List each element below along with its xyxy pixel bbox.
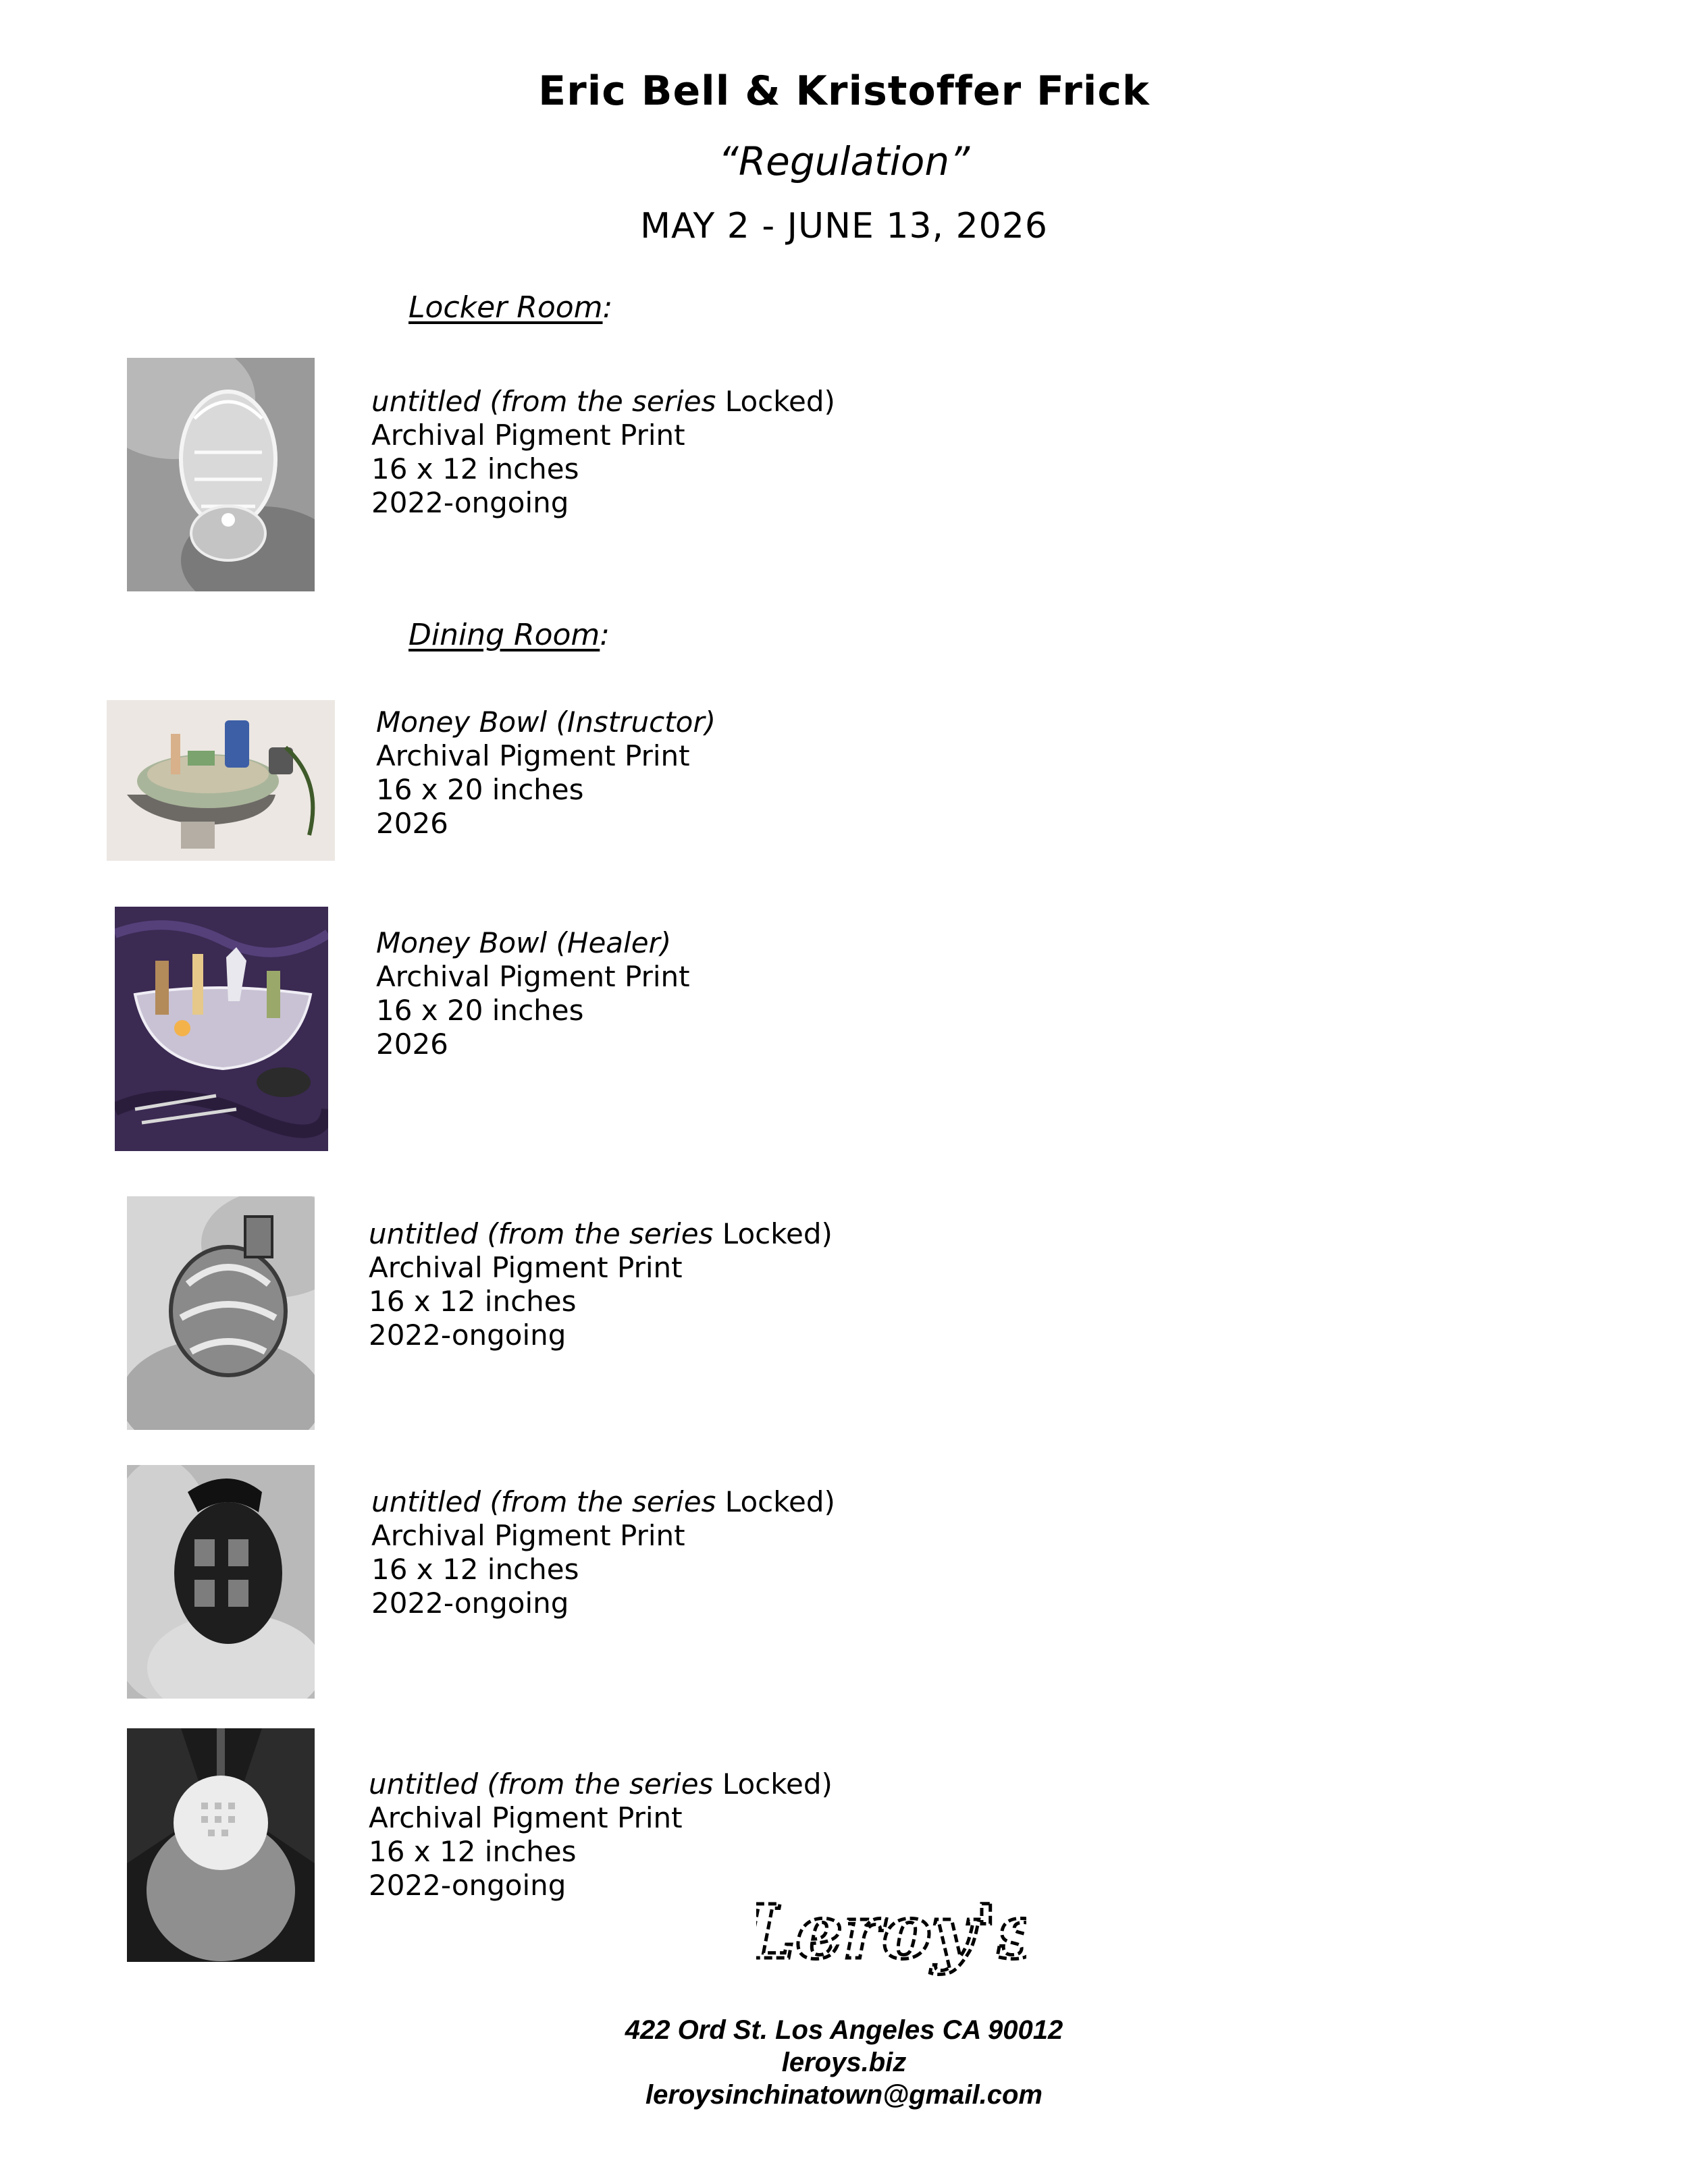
artists-title: Eric Bell & Kristoffer Frick [538,68,1150,115]
work-title: Money Bowl (Instructor) [376,705,716,739]
work-year: 2022-ongoing [369,1319,566,1352]
section-heading-locker-room [408,290,612,325]
work-dimensions: 16 x 12 inches [371,1553,579,1586]
crystal-bowl-purple-photo-icon [115,907,328,1151]
section-label: Dining Room [408,618,600,652]
exhibition-title: “Regulation” [718,138,970,184]
work-dimensions: 16 x 20 inches [376,994,584,1027]
section-colon: : [602,290,613,325]
svg-text:Leroy's: Leroy's [756,1888,1026,1975]
work-title: untitled (from the series Locked) [371,385,835,418]
work-dimensions: 16 x 12 inches [369,1285,577,1318]
work-dimensions: 16 x 20 inches [376,773,584,806]
work-title: untitled (from the series Locked) [369,1217,833,1250]
section-colon: : [600,618,610,652]
work-caption [371,1485,835,1620]
clear-chastity-cage-photo-icon [127,358,315,591]
work-medium: Archival Pigment Print [376,960,690,993]
work-medium: Archival Pigment Print [376,739,690,772]
work-medium: Archival Pigment Print [369,1251,683,1284]
work-year: 2026 [376,1028,448,1061]
leroys-logo [756,1877,1026,1998]
white-chastity-cage-photo-icon [127,1728,315,1962]
work-year: 2022-ongoing [371,486,569,519]
metal-chastity-cage-photo-icon [127,1196,315,1430]
exhibition-dates: MAY 2 - JUNE 13, 2026 [640,206,1048,246]
gallery-email[interactable]: leroysinchinatown@gmail.com [645,2080,1043,2110]
work-year: 2022-ongoing [369,1869,566,1902]
work-dimensions: 16 x 12 inches [371,452,579,485]
section-heading-dining-room [408,618,610,652]
work-caption [376,926,690,1061]
work-year: 2026 [376,807,448,840]
work-caption [369,1217,833,1352]
work-title: untitled (from the series Locked) [369,1767,833,1801]
section-label: Locker Room [408,290,603,325]
gallery-website[interactable]: leroys.biz [781,2048,907,2077]
work-medium: Archival Pigment Print [371,1519,685,1552]
work-caption [371,385,835,520]
work-title: Money Bowl (Healer) [376,926,672,959]
work-title: untitled (from the series Locked) [371,1485,835,1518]
money-bowl-shelf-photo-icon [107,700,335,861]
work-medium: Archival Pigment Print [369,1801,683,1834]
work-dimensions: 16 x 12 inches [369,1835,577,1868]
black-chastity-cage-photo-icon [127,1465,315,1699]
gallery-address: 422 Ord St. Los Angeles CA 90012 [625,2015,1063,2045]
work-caption [376,705,716,841]
work-medium: Archival Pigment Print [371,419,685,452]
work-year: 2022-ongoing [371,1587,569,1620]
